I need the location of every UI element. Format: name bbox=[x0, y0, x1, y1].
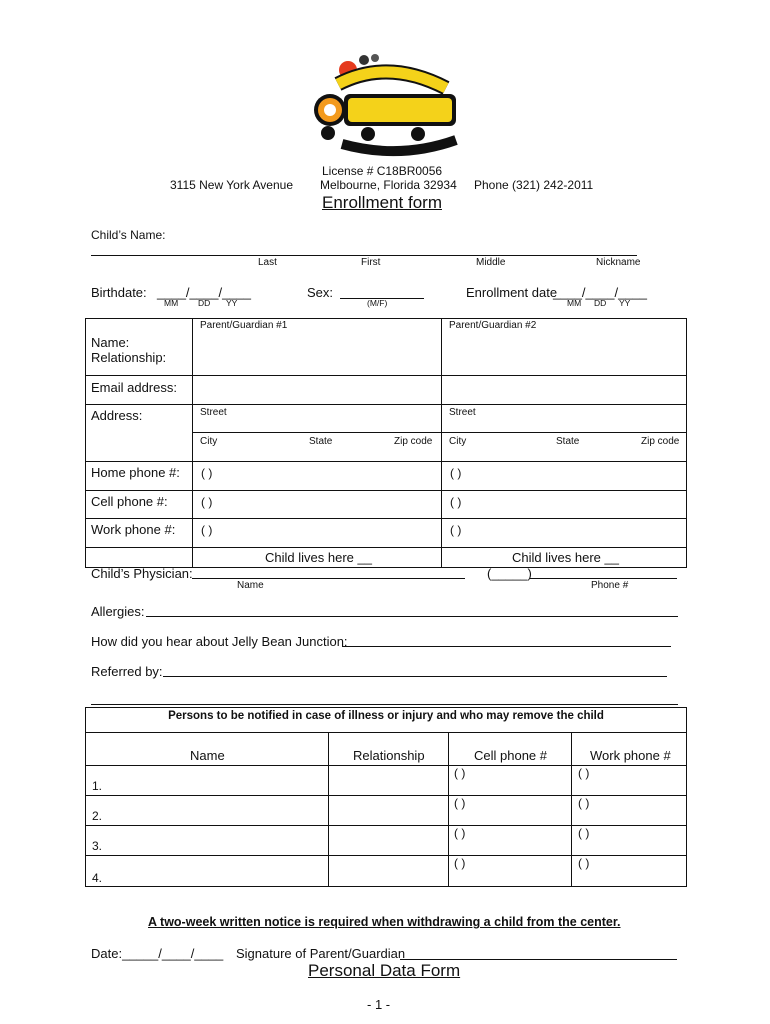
physician-name-hint: Name bbox=[237, 580, 264, 591]
guardian-1-work-phone[interactable]: ( ) bbox=[201, 523, 213, 537]
withdrawal-notice: A two-week written notice is required when withdrawing a child from the center. bbox=[148, 915, 621, 929]
referred-by-field[interactable] bbox=[163, 659, 667, 677]
col-name: Name bbox=[190, 748, 225, 763]
contact-row-4: 4. bbox=[92, 871, 103, 885]
center-phone: Phone (321) 242-2011 bbox=[474, 178, 594, 192]
allergies-field[interactable] bbox=[146, 599, 678, 617]
guardian-1-zip[interactable]: Zip code bbox=[394, 436, 433, 447]
name-part-middle: Middle bbox=[476, 257, 506, 268]
referred-by-label: Referred by: bbox=[91, 664, 163, 679]
cell-phone-label: Cell phone #: bbox=[91, 494, 168, 509]
guardian-2-cell-phone[interactable]: ( ) bbox=[450, 495, 462, 509]
row-line bbox=[85, 825, 687, 826]
birthdate-field[interactable]: ____/____/____ bbox=[157, 285, 251, 300]
contact-row-3: 3. bbox=[92, 839, 103, 853]
guardian-1-name-field[interactable] bbox=[193, 332, 440, 374]
child-name-field[interactable] bbox=[91, 238, 637, 256]
work-phone-label: Work phone #: bbox=[91, 522, 176, 537]
col-line bbox=[448, 732, 449, 887]
guardian-1-cell-phone[interactable]: ( ) bbox=[201, 495, 213, 509]
name-part-first: First bbox=[361, 257, 381, 268]
name-part-last: Last bbox=[258, 257, 277, 268]
contact-3-cell[interactable]: ( ) bbox=[454, 826, 466, 840]
center-city-state: Melbourne, Florida 32934 bbox=[320, 178, 457, 192]
address-label: Address: bbox=[91, 408, 143, 423]
guardian-2-zip[interactable]: Zip code bbox=[641, 436, 680, 447]
guardian-2-name-field[interactable] bbox=[442, 332, 686, 374]
hear-about-field[interactable] bbox=[342, 629, 671, 647]
child-name-label: Child’s Name: bbox=[91, 228, 166, 242]
emergency-title: Persons to be notified in case of illness or injury and who may remove the child bbox=[168, 710, 604, 722]
guardian-2-email-field[interactable] bbox=[442, 376, 686, 403]
jelly-bean-junction-logo-image bbox=[308, 48, 464, 160]
physician-phone-hint: Phone # bbox=[591, 580, 629, 591]
enroll-mm: MM bbox=[567, 298, 582, 308]
guardian-2-header: Parent/Guardian #2 bbox=[449, 320, 537, 331]
form-title: Enrollment form bbox=[322, 193, 442, 212]
guardian-relationship-label: Relationship: bbox=[91, 350, 167, 365]
birth-mm: MM bbox=[164, 298, 179, 308]
row-line bbox=[85, 765, 687, 766]
sex-field[interactable] bbox=[340, 281, 424, 299]
guardian-2-street[interactable]: Street bbox=[449, 407, 476, 418]
home-phone-label: Home phone #: bbox=[91, 465, 180, 480]
row-line bbox=[85, 490, 687, 491]
physician-name-field[interactable] bbox=[192, 561, 465, 579]
guardian-2-lives-here[interactable]: Child lives here __ bbox=[512, 550, 619, 565]
contact-1-cell[interactable]: ( ) bbox=[454, 766, 466, 780]
enroll-dd: DD bbox=[594, 298, 607, 308]
row-line bbox=[85, 461, 687, 462]
row-line bbox=[85, 855, 687, 856]
guardian-1-home-phone[interactable]: ( ) bbox=[201, 466, 213, 480]
contact-row-2: 2. bbox=[92, 809, 103, 823]
sex-hint: (M/F) bbox=[367, 298, 388, 308]
sex-label: Sex: bbox=[307, 285, 334, 300]
hear-about-label: How did you hear about Jelly Bean Junction: bbox=[91, 634, 348, 649]
guardian-2-state[interactable]: State bbox=[556, 436, 580, 447]
contact-4-work[interactable]: ( ) bbox=[578, 856, 590, 870]
physician-phone-area[interactable]: (_____) bbox=[487, 566, 532, 581]
allergies-label: Allergies: bbox=[91, 604, 145, 619]
emergency-table bbox=[85, 707, 687, 887]
logo bbox=[308, 48, 464, 160]
signature-field[interactable] bbox=[400, 942, 677, 960]
guardian-name-label: Name: bbox=[91, 335, 130, 350]
enrollment-date-field[interactable]: ____/____/____ bbox=[553, 285, 647, 300]
name-part-nickname: Nickname bbox=[596, 257, 641, 268]
enrollment-date-label: Enrollment date bbox=[466, 285, 558, 300]
col-line bbox=[328, 732, 329, 887]
birthdate-label: Birthdate: bbox=[91, 285, 147, 300]
personal-data-form-title: Personal Data Form bbox=[308, 961, 461, 980]
col-line bbox=[571, 732, 572, 887]
email-label: Email address: bbox=[91, 380, 177, 395]
guardian-1-street[interactable]: Street bbox=[200, 407, 227, 418]
guardian-1-header: Parent/Guardian #1 bbox=[200, 320, 288, 331]
col-cell-phone: Cell phone # bbox=[474, 748, 547, 763]
signature-label: Signature of Parent/Guardian bbox=[236, 946, 406, 961]
contact-1-work[interactable]: ( ) bbox=[578, 766, 590, 780]
center-address: 3115 New York Avenue bbox=[170, 178, 293, 192]
guardian-2-city[interactable]: City bbox=[449, 436, 467, 447]
contact-2-work[interactable]: ( ) bbox=[578, 796, 590, 810]
row-line bbox=[192, 432, 687, 433]
separator-line bbox=[91, 704, 678, 705]
col-work-phone: Work phone # bbox=[590, 748, 671, 763]
row-line bbox=[85, 404, 687, 405]
row-line bbox=[85, 547, 687, 548]
row-line bbox=[85, 795, 687, 796]
license-number: License # C18BR0056 bbox=[322, 164, 443, 178]
physician-phone-field[interactable] bbox=[530, 561, 677, 579]
contact-2-cell[interactable]: ( ) bbox=[454, 796, 466, 810]
guardian-1-city[interactable]: City bbox=[200, 436, 218, 447]
physician-label: Child’s Physician: bbox=[91, 566, 193, 581]
guardian-2-home-phone[interactable]: ( ) bbox=[450, 466, 462, 480]
date-field[interactable]: Date:_____/____/____ bbox=[91, 946, 224, 961]
contact-3-work[interactable]: ( ) bbox=[578, 826, 590, 840]
col-relationship: Relationship bbox=[353, 748, 425, 763]
guardian-1-lives-here[interactable]: Child lives here __ bbox=[265, 550, 372, 565]
contact-4-cell[interactable]: ( ) bbox=[454, 856, 466, 870]
guardian-1-state[interactable]: State bbox=[309, 436, 333, 447]
birth-dd: DD bbox=[198, 298, 211, 308]
contact-row-1: 1. bbox=[92, 779, 103, 793]
row-line bbox=[85, 518, 687, 519]
guardian-2-work-phone[interactable]: ( ) bbox=[450, 523, 462, 537]
guardian-1-email-field[interactable] bbox=[193, 376, 440, 403]
enroll-yy: YY bbox=[619, 298, 631, 308]
birth-yy: YY bbox=[226, 298, 238, 308]
row-line bbox=[85, 732, 687, 733]
page-number: - 1 - bbox=[367, 997, 391, 1012]
